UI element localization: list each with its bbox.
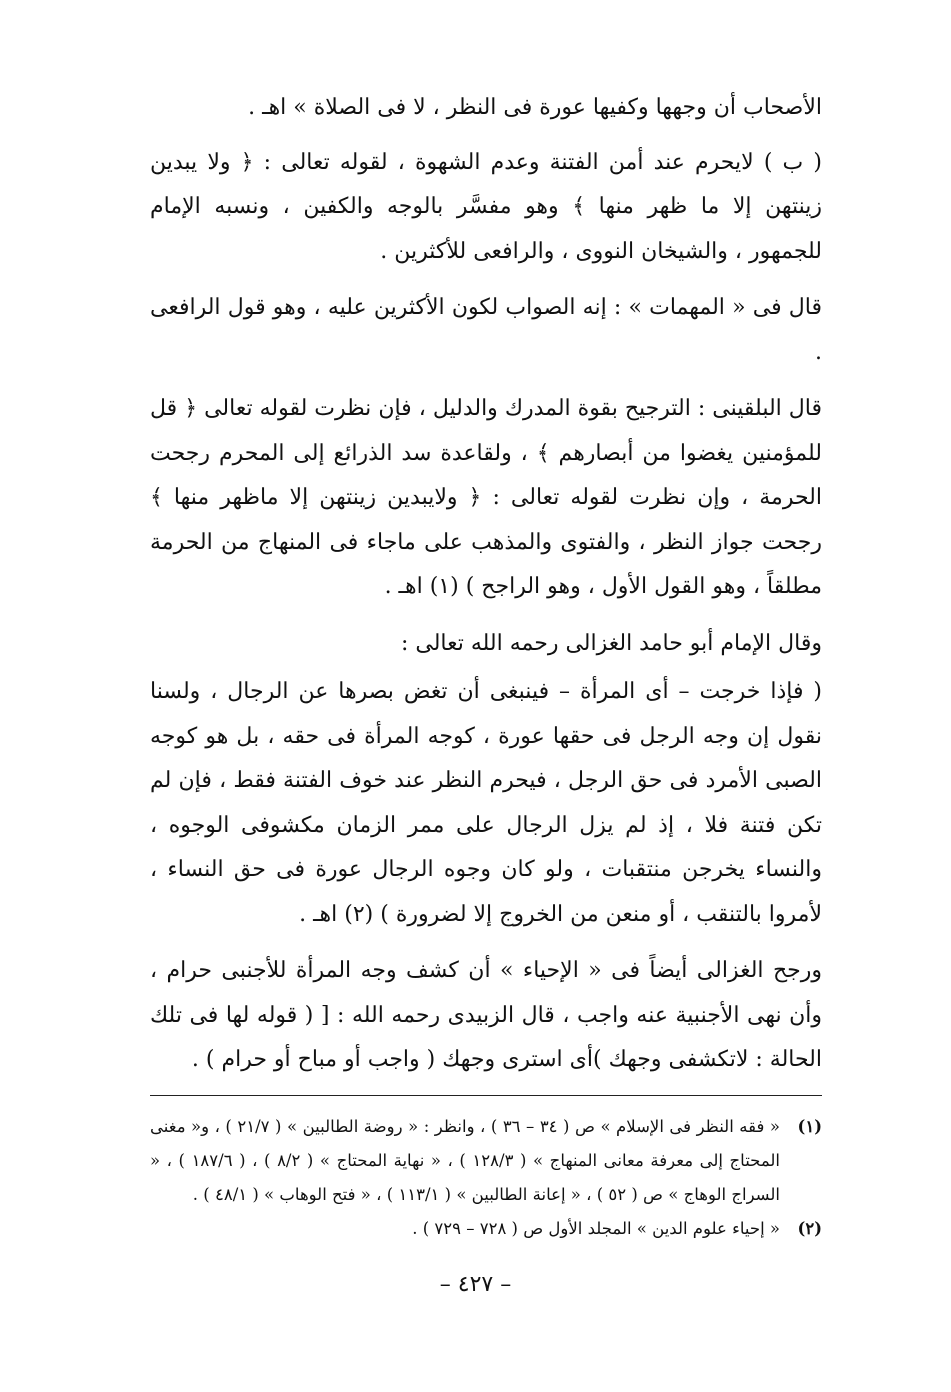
paragraph-3: قال فى « المهمات » : إنه الصواب لكون الأكثرين عليه ، وهو قول الرافعى .	[150, 295, 822, 365]
footnote-1	[150, 1110, 822, 1212]
page-number: – ٤٢٧ –	[439, 1272, 512, 1297]
footnote-text: « فقه النظر فى الإسلام » ص ( ٣٤ – ٣٦ ) ، وانظر : « روضة الطالبين » ( ٢١/٧ ) ، و« مغنى المحتاج إلى معرفة معانى المنهاج » ( ١٢٨/٣ ) ، « نهاية المحتاج » ( ٨/٢ ) ، ( ١٨٧/٦ ) ، « السراج الوهاج » ص ( ٥٢ ) ، « إعانة الطالبين » ( ١١٣/١ ) ، « فتح الوهاب » ( ٤٨/١ ) .	[150, 1116, 780, 1204]
footnote-text: « إحياء علوم الدين » المجلد الأول ص ( ٧٢٨ – ٧٢٩ ) .	[412, 1218, 780, 1238]
footnote-number: (٢)	[797, 1218, 822, 1238]
paragraph-7: ورجح الغزالى أيضاً فى « الإحياء » أن كشف وجه المرأة للأجنبى حرام ، وأن نهى الأجنبية عنه واجب ، قال الزبيدى رحمه الله : [ ( قوله لها فى تلك الحالة : لاتكشفى وجهك )أى استرى وجهك ( واجب أو مباح أو حرام ) .	[150, 958, 822, 1072]
footnotes	[150, 1110, 822, 1246]
paragraph-1: الأصحاب أن وجهها وكفيها عورة فى النظر ، لا فى الصلاة » اهـ .	[248, 95, 822, 120]
paragraph-2: ( ب ) لايحرم عند أمن الفتنة وعدم الشهوة ، لقوله تعالى : ﴿ ولا يبدين زينتهن إلا ما ظهر منها ﴾ وهو مفسَّر بالوجه والكفين ، ونسبه الإمام للجمهور ، والشيخان النووى ، والرافعى للأكثرين .	[150, 149, 822, 264]
paragraph-4: قال البلقينى : الترجيح بقوة المدرك والدليل ، فإن نظرت لقوله تعالى ﴿ قل للمؤمنين يغضوا من أبصارهم ﴾ ، ولقاعدة سد الذرائع إلى المحرم رجحت الحرمة ، وإن نظرت لقوله تعالى : ﴿ ولايبدين زينتهن إلا ماظهر منها ﴾ رجحت جواز النظر ، والفتوى والمذهب على ماجاء فى المنهاج من الحرمة مطلقاً ، وهو القول الأول ، وهو الراجح ) (١) اهـ .	[150, 396, 822, 599]
paragraph-6: ( فإذا خرجت – أى المرأة – فينبغى أن تغض بصرها عن الرجال ، ولسنا نقول إن وجه الرجل فى حقها عورة ، كوجه المرأة فى حقه ، بل هو كوجه الصبى الأمرد فى حق الرجل ، فيحرم النظر عند خوف الفتنة فقط ، فإن لم تكن فتنة فلا ، إذ لم يزل الرجال على ممر الزمان مكشوفى الوجوه ، والنساء يخرجن منتقبات ، ولو كان وجوه الرجال عورة فى حق النساء ، لأمروا بالتنقب ، أو منعن من الخروج إلا لضرورة ) (٢) اهـ .	[150, 679, 822, 927]
page-body	[150, 86, 822, 1246]
footnote-number: (١)	[797, 1116, 822, 1136]
footnote-2	[150, 1212, 822, 1246]
footnote-divider	[150, 1095, 822, 1096]
paragraph-5: وقال الإمام أبو حامد الغزالى رحمه الله تعالى :	[400, 630, 822, 656]
